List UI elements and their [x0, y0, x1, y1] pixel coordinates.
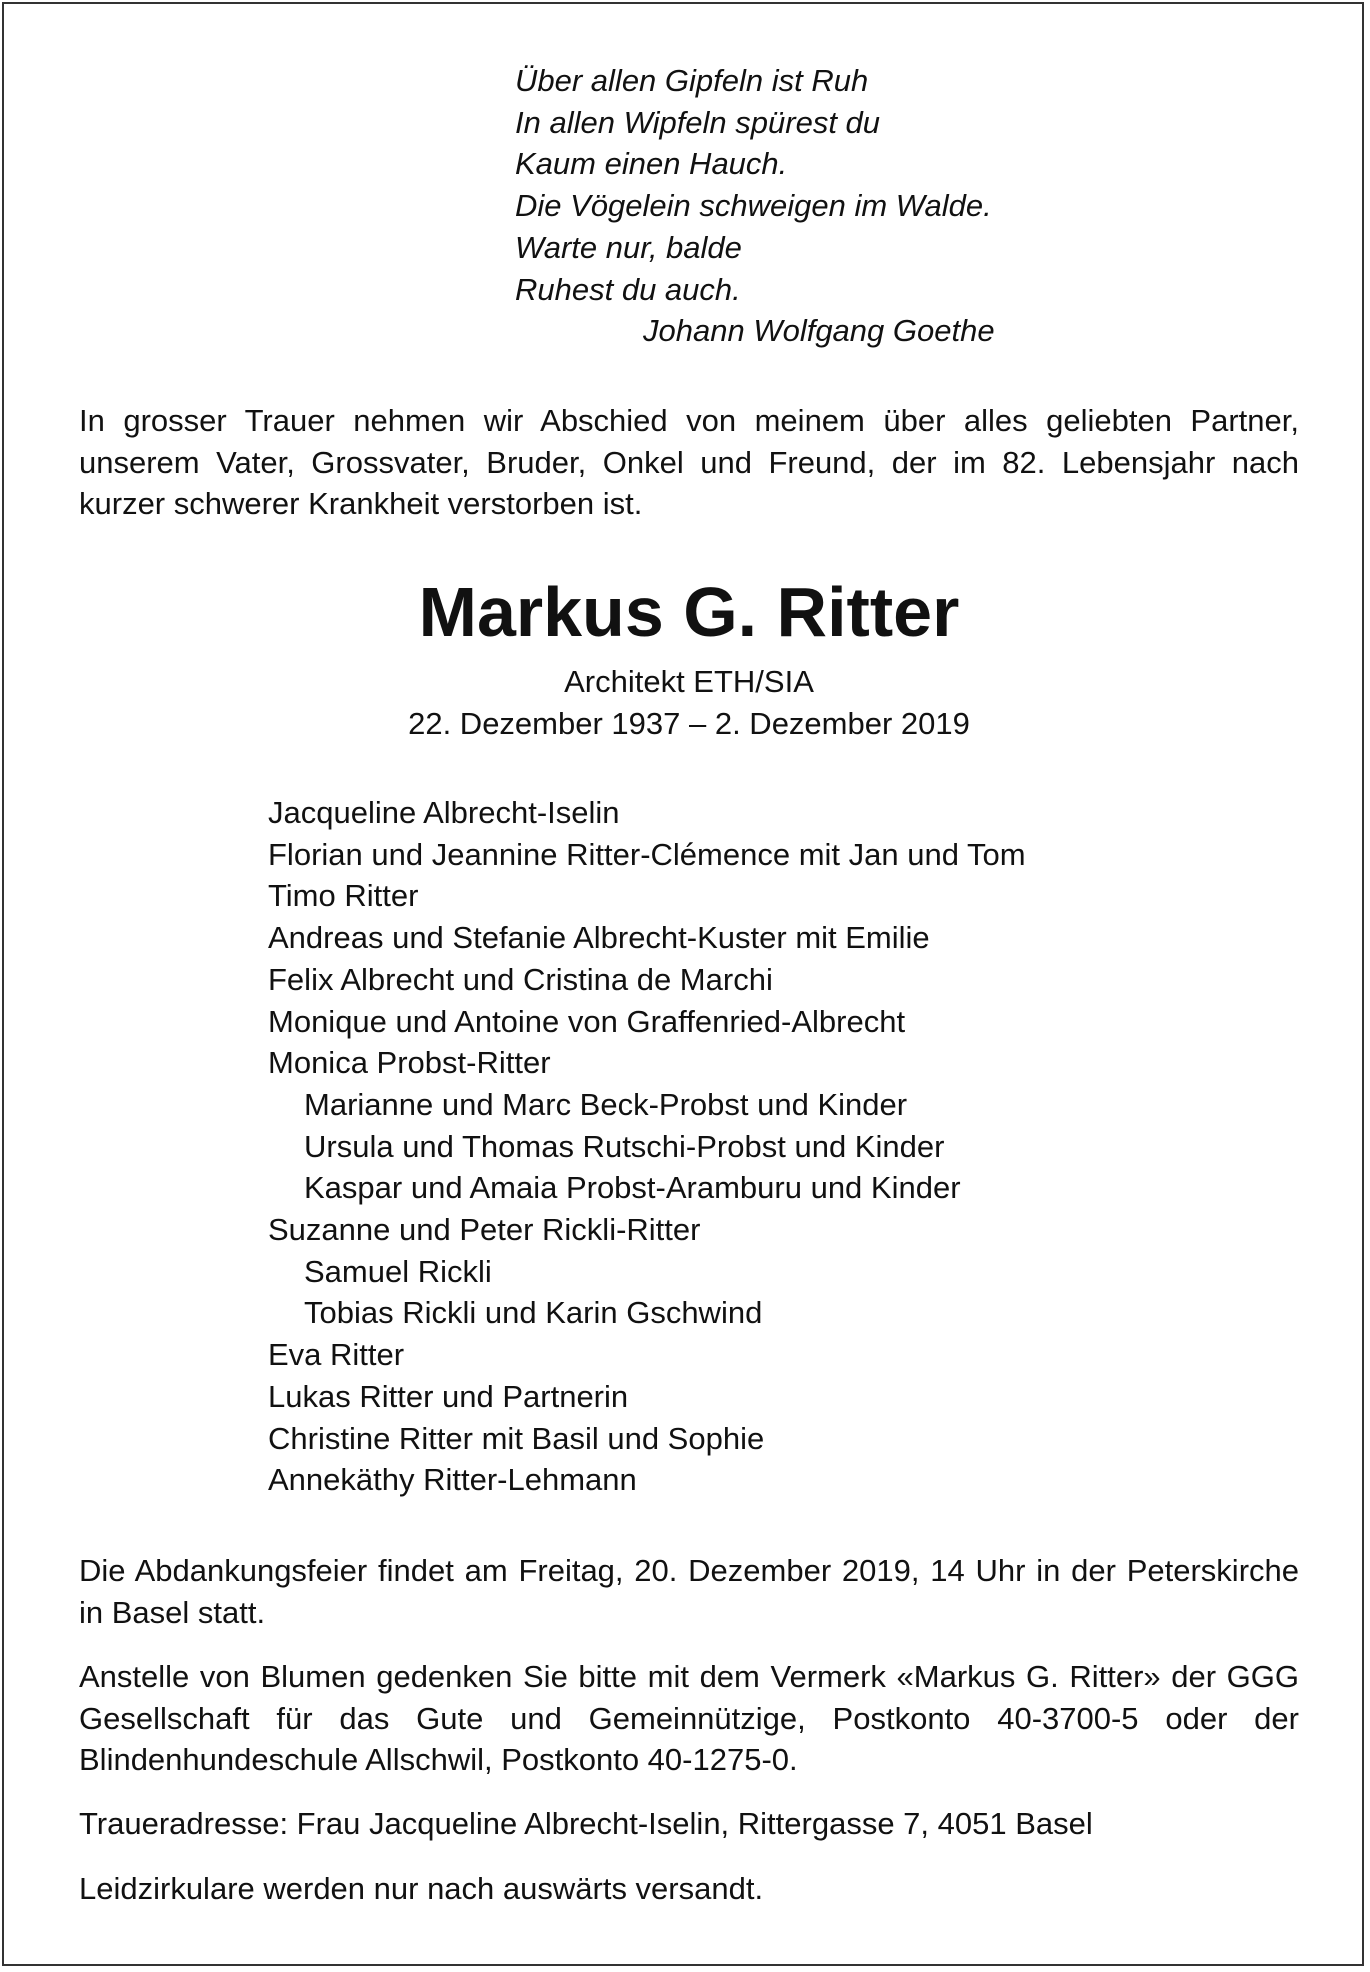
mourner-entry: Florian und Jeannine Ritter-Clémence mit Jan und Tom: [268, 836, 1026, 872]
mourner-entry: Samuel Rickli: [304, 1253, 492, 1289]
ceremony-paragraph: Die Abdankungsfeier findet am Freitag, 20. Dezember 2019, 14 Uhr in der Peterskirche in Basel statt.: [79, 1553, 1299, 1630]
poem: [515, 60, 995, 352]
mourner-entry: Jacqueline Albrecht-Iselin: [268, 795, 620, 830]
mourner-entry: Suzanne und Peter Rickli-Ritter: [268, 1212, 701, 1248]
poem-line: Ruhest du auch.: [515, 271, 741, 307]
deceased-profession: Architekt ETH/SIA: [564, 664, 814, 699]
poem-line: Über allen Gipfeln ist Ruh: [515, 63, 869, 98]
deceased-name: Markus G. Ritter: [418, 573, 960, 651]
donation-paragraph: Anstelle von Blumen gedenken Sie bitte mit dem Vermerk «Markus G. Ritter» der GGG Gesellschaft für das Gute und Gemeinnützige, Postkonto 40-3700-5 oder der Blindenhundeschule Allschwil, Postkonto 40-1275-0.: [79, 1659, 1299, 1778]
mourner-entry: Felix Albrecht und Cristina de Marchi: [268, 961, 773, 997]
poem-author: Johann Wolfgang Goethe: [643, 313, 995, 349]
deceased-details: [4, 661, 1370, 745]
mourner-entry: Kaspar und Amaia Probst-Aramburu und Kinder: [304, 1170, 961, 1206]
mourner-entry: Eva Ritter: [268, 1337, 405, 1373]
poem-line: Die Vögelein schweigen im Walde.: [515, 188, 992, 224]
mourner-entry: Ursula und Thomas Rutschi-Probst und Kinder: [304, 1128, 945, 1164]
mourner-entry: Tobias Rickli und Karin Gschwind: [304, 1295, 763, 1331]
mourner-entry: Marianne und Marc Beck-Probst und Kinder: [304, 1086, 908, 1122]
intro-paragraph: In grosser Trauer nehmen wir Abschied von meinem über alles geliebten Partner, unserem Vater, Grossvater, Bruder, Onkel und Freund, der im 82. Lebensjahr nach kurzer schwerer Krankheit verstorben ist.: [79, 403, 1299, 522]
mourner-entry: Timo Ritter: [268, 878, 419, 914]
mourner-entry: Andreas und Stefanie Albrecht-Kuster mit Emilie: [268, 920, 930, 956]
mourner-entry: Monica Probst-Ritter: [268, 1045, 551, 1081]
poem-line: In allen Wipfeln spürest du: [515, 104, 881, 140]
mourner-entry: Christine Ritter mit Basil und Sophie: [268, 1420, 765, 1456]
mourner-entry: Annekäthy Ritter-Lehmann: [268, 1462, 637, 1498]
mourner-entry: Lukas Ritter und Partnerin: [268, 1378, 629, 1414]
poem-line: Kaum einen Hauch.: [515, 146, 788, 182]
poem-line: Warte nur, balde: [515, 229, 742, 265]
circular-paragraph: Leidzirkulare werden nur nach auswärts versandt.: [79, 1871, 764, 1906]
deceased-dates: 22. Dezember 1937 – 2. Dezember 2019: [408, 706, 970, 741]
mourners-list: [268, 792, 1026, 1501]
address-paragraph: Traueradresse: Frau Jacqueline Albrecht-Iselin, Rittergasse 7, 4051 Basel: [79, 1806, 1093, 1841]
obituary-frame: [2, 2, 1364, 1966]
mourner-entry: Monique und Antoine von Graffenried-Albrecht: [268, 1003, 906, 1039]
